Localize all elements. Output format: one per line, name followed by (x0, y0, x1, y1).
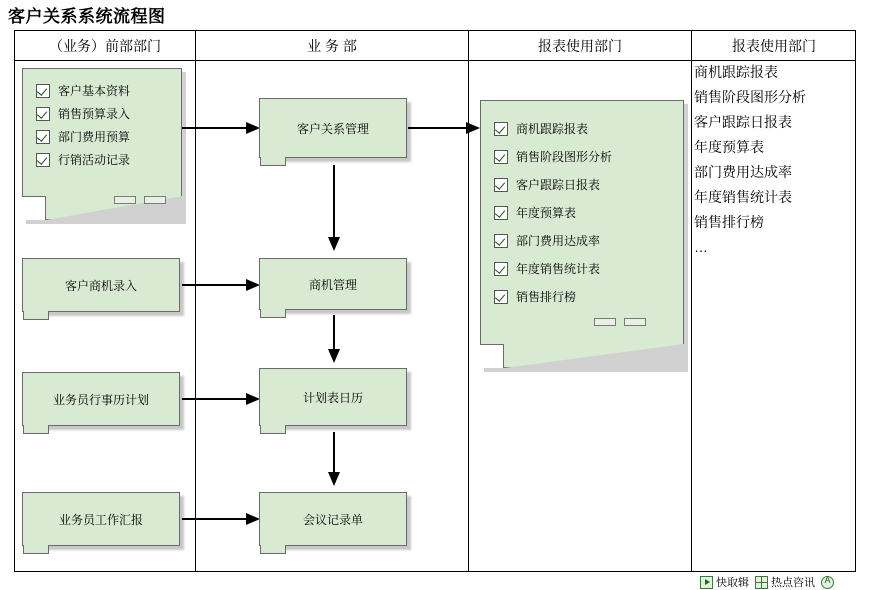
list-item (36, 151, 130, 168)
arrow-crm-to-opportunity (324, 165, 344, 253)
quick-edit-label: 快取辑 (716, 577, 749, 589)
process-box-label: 客户关系管理 (296, 121, 369, 136)
check-icon (36, 84, 50, 98)
arrow-to-opportunity-mgmt (182, 275, 262, 295)
report-output-line: 年度销售统计表 (694, 189, 792, 205)
tab-mark-icon (114, 196, 136, 204)
check-icon (494, 150, 508, 164)
check-icon (494, 234, 508, 248)
input-box-label: 客户商机录入 (64, 278, 137, 293)
document-tab-marks (114, 196, 166, 204)
arrow-to-meeting-record (182, 509, 262, 529)
column-header-report-dept-2: 报表使用部门 (732, 38, 816, 54)
list-item (36, 128, 130, 145)
page-title: 客户关系系统流程图 (8, 7, 166, 26)
arrow-to-plan-calendar (182, 389, 262, 409)
process-box-opportunity-mgmt (259, 258, 407, 310)
list-item-label: 商机跟踪报表 (516, 122, 589, 136)
document-fold-corner (22, 196, 46, 220)
box-tab (260, 545, 286, 554)
footer-toolbar (700, 574, 834, 590)
list-item (494, 232, 612, 249)
list-item (494, 204, 612, 221)
process-box-meeting-record (259, 492, 407, 546)
check-icon (494, 178, 508, 192)
check-icon (494, 290, 508, 304)
tab-mark-icon (624, 318, 646, 326)
grid-icon (755, 576, 768, 589)
input-box-salesperson-report (22, 492, 180, 546)
box-tab (260, 157, 286, 166)
list-item-label: 客户跟踪日报表 (516, 178, 601, 192)
check-icon (36, 130, 50, 144)
input-box-label: 业务员工作汇报 (58, 512, 143, 527)
list-item-label: 销售阶段图形分析 (516, 150, 613, 164)
column-header-report-dept-1: 报表使用部门 (538, 38, 622, 54)
report-output-line: 客户跟踪日报表 (694, 114, 792, 130)
report-document (480, 100, 684, 368)
quick-edit-button[interactable] (700, 574, 749, 590)
column-header-business-dept: 业 务 部 (307, 38, 357, 54)
hot-info-label: 热点咨讯 (771, 577, 815, 589)
arrow-opportunity-to-calendar (324, 315, 344, 365)
list-item-label: 行销活动记录 (58, 153, 131, 167)
list-item-label: 销售预算录入 (58, 107, 131, 121)
process-box-plan-calendar (259, 368, 407, 426)
list-item-label: 年度预算表 (516, 206, 577, 220)
report-output-line: 销售排行榜 (694, 214, 764, 230)
column-divider-3 (691, 31, 692, 571)
check-icon (36, 153, 50, 167)
play-icon (700, 576, 713, 589)
check-icon (494, 262, 508, 276)
process-box-label: 商机管理 (308, 277, 357, 292)
input-box-label: 业务员行事历计划 (52, 392, 149, 407)
arrow-crm-to-reports (408, 118, 480, 138)
process-box-label: 会议记录单 (302, 512, 363, 527)
input-box-salesperson-calendar (22, 372, 180, 426)
document-tab-marks (594, 318, 646, 326)
report-output-line: 销售阶段图形分析 (694, 89, 806, 105)
tab-mark-icon (594, 318, 616, 326)
document-fold-corner (480, 344, 504, 368)
document-checklist (22, 68, 130, 174)
check-icon (494, 206, 508, 220)
input-document-basic-data (22, 68, 182, 220)
report-output-line: 商机跟踪报表 (694, 64, 778, 80)
column-header-front-dept: （业务）前部部门 (49, 38, 161, 54)
list-item (494, 176, 612, 193)
help-icon (821, 576, 834, 589)
list-item (494, 260, 612, 277)
check-icon (494, 122, 508, 136)
box-tab (260, 309, 286, 318)
report-output-list (694, 60, 806, 260)
list-item-label: 年度销售统计表 (516, 262, 601, 276)
box-tab (260, 425, 286, 434)
check-icon (36, 107, 50, 121)
list-item-label: 部门费用预算 (58, 130, 131, 144)
box-tab (23, 545, 49, 554)
input-box-opportunity-entry (22, 258, 180, 312)
list-item (494, 148, 612, 165)
report-output-line: 部门费用达成率 (694, 164, 792, 180)
arrow-calendar-to-meeting (324, 432, 344, 488)
report-output-line: … (694, 239, 708, 255)
box-tab (23, 425, 49, 434)
column-divider-1 (195, 31, 196, 571)
box-tab (23, 311, 49, 320)
arrow-to-crm (182, 118, 262, 138)
hot-info-button[interactable] (755, 574, 815, 590)
list-item (494, 288, 612, 305)
list-item-label: 销售排行榜 (516, 290, 577, 304)
tab-mark-icon (144, 196, 166, 204)
list-item (36, 105, 130, 122)
process-box-crm (259, 98, 407, 158)
process-box-label: 计划表日历 (302, 390, 363, 405)
report-checklist (480, 100, 612, 316)
list-item-label: 客户基本资料 (58, 84, 131, 98)
help-button[interactable] (821, 576, 834, 589)
list-item-label: 部门费用达成率 (516, 234, 601, 248)
table-header-row (15, 31, 855, 61)
list-item (494, 120, 612, 137)
report-output-line: 年度预算表 (694, 139, 764, 155)
column-divider-2 (468, 31, 469, 571)
list-item (36, 82, 130, 99)
